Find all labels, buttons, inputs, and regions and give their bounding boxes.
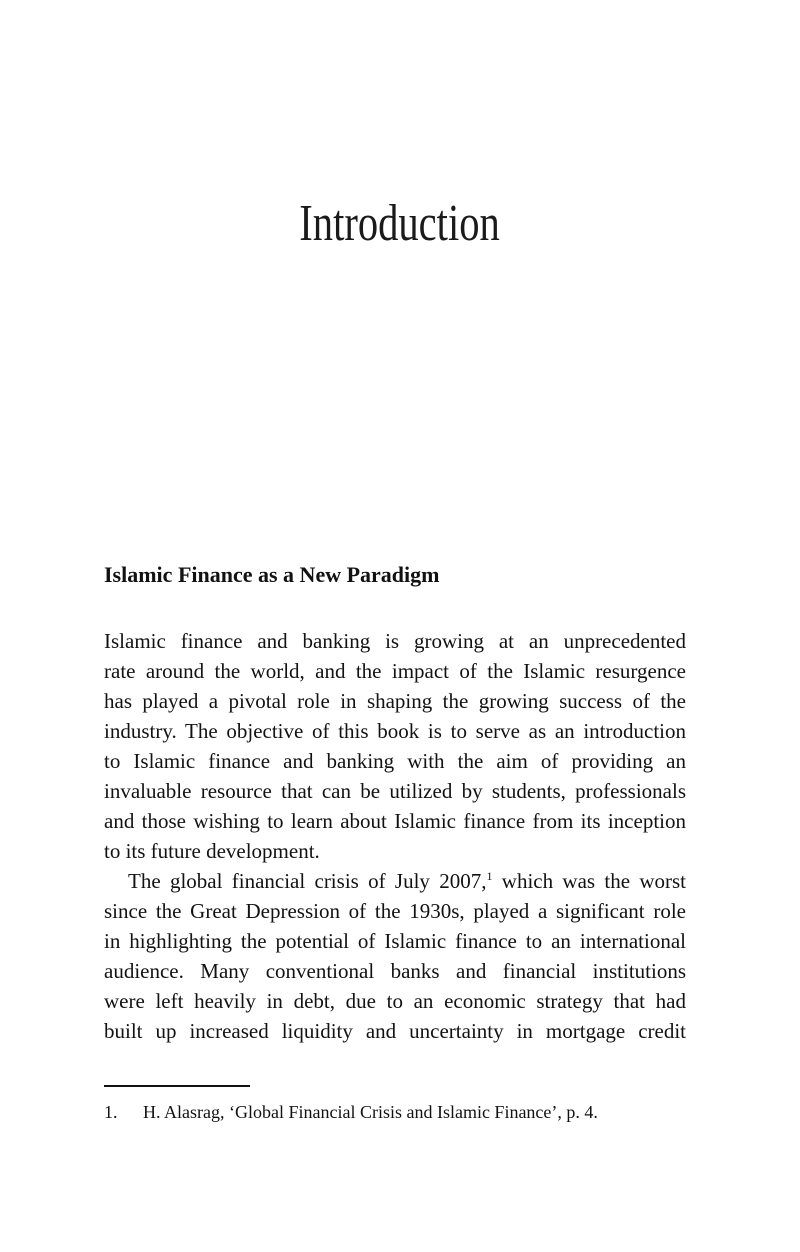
footnote-number: 1. [104, 1102, 118, 1122]
text-line: rate around the world, and the impact of the Islamic resurgence [104, 659, 686, 683]
text-segment: which was the worst [492, 869, 686, 893]
text-line: invaluable resource that can be utilized by students, professionals [104, 779, 686, 803]
text-line: audience. Many conventional banks and financial institutions [104, 959, 686, 983]
footnote-divider [104, 1085, 250, 1087]
text-line: to Islamic finance and banking with the aim of providing an [104, 749, 686, 773]
text-line: has played a pivotal role in shaping the growing success of the [104, 689, 686, 713]
text-line: built up increased liquidity and uncertainty in mortgage credit [104, 1019, 686, 1043]
text-line: in highlighting the potential of Islamic finance to an international [104, 929, 686, 953]
text-line: and those wishing to learn about Islamic finance from its inception [104, 809, 686, 833]
chapter-title-row [0, 195, 800, 252]
footnote-text: H. Alasrag, ‘Global Financial Crisis and Islamic Finance’, p. 4. [143, 1102, 598, 1122]
footnote [104, 1100, 686, 1124]
text-line: were left heavily in debt, due to an economic strategy that had [104, 989, 686, 1013]
body-text [104, 626, 686, 1046]
text-line: industry. The objective of this book is to serve as an introduction [104, 719, 686, 743]
footnote-reference-marker: 1 [486, 869, 493, 883]
text-line: to its future development. [104, 839, 320, 863]
text-line: since the Great Depression of the 1930s, played a significant role [104, 899, 686, 923]
section-heading: Islamic Finance as a New Paradigm [104, 562, 440, 587]
chapter-title: Introduction [299, 195, 501, 252]
text-line [104, 866, 686, 896]
text-segment: The global financial crisis of July 2007, [128, 869, 487, 893]
text-line: Islamic finance and banking is growing at an unprecedented [104, 629, 686, 653]
